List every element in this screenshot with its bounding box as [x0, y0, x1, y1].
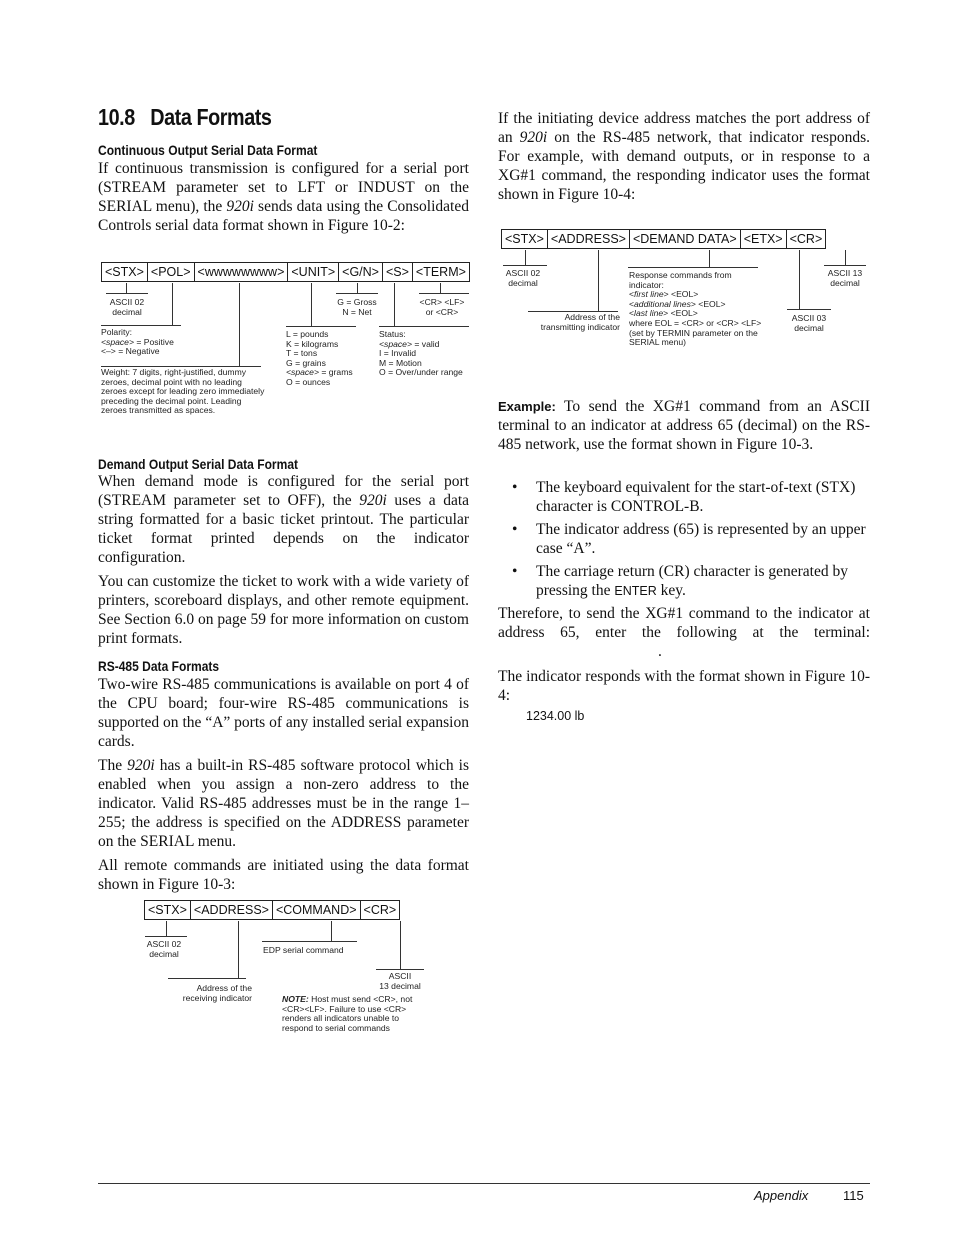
fig3-note	[282, 995, 427, 1033]
text: Response commands from indicator:	[629, 270, 732, 290]
fig2-stx-label: ASCII 02 decimal	[109, 297, 145, 317]
fig2-field-gn: <G/N>	[339, 263, 383, 281]
fig3-address-label: Address of the receiving indicator	[182, 983, 252, 1003]
footer-label: Appendix	[754, 1188, 809, 1203]
text: has a built-in RS-485 software protocol which is enabled when you assign a non-zero address to the indicator. Valid RS-485 addresses must be in the range 1–255; the address is specified on the ADDRESS parameter on the SERIAL menu.	[98, 757, 469, 850]
note-label: NOTE:	[282, 994, 309, 1004]
text: uses a data string formatted for a basic ticket printout. The particular ticket format printed depends on the indicator configuration.	[98, 492, 470, 566]
continuous-paragraph	[98, 159, 469, 235]
text: where EOL = <CR> or <CR> <LF> (set by TERMIN parameter on the SERIAL menu)	[629, 317, 762, 348]
page-number: 115	[843, 1188, 864, 1203]
demand-paragraph-1	[98, 472, 469, 567]
response-example: 1234.00 lb	[526, 709, 585, 723]
text: sends data using the Consolidated Controls serial data format shown in Figure 10-2:	[98, 198, 469, 234]
rs485-paragraph-2	[98, 756, 469, 851]
fig2-field-pol: <POL>	[148, 263, 195, 281]
fig2-unit-label: L = pounds K = kilograms T = tons G = grains <space> = grams O = ounces	[286, 329, 353, 387]
text: last line	[634, 308, 664, 319]
fig3-field-address: <ADDRESS>	[191, 901, 273, 919]
demand-heading: Demand Output Serial Data Format	[98, 456, 299, 472]
continuous-heading: Continuous Output Serial Data Format	[98, 142, 318, 158]
list-item: • The indicator address (65) is represented by an upper case “A”.	[498, 520, 870, 558]
fig2-format-box	[101, 262, 470, 282]
fig3-field-cr: <CR>	[363, 903, 397, 917]
fig3-field-command: <COMMAND>	[273, 901, 361, 919]
fig4-field-demand-data: <DEMAND DATA>	[630, 230, 741, 248]
fig4-response-label: Response commands from indicator: <first line> <EOL> <additional lines> <EOL> <last line> <EOL> where EOL = <CR> or <CR> <LF> (set by TERMIN parameter on the SERIAL menu)	[629, 270, 762, 348]
text: on the RS-485 network, that indicator responds. For example, with demand outputs, or in response to a XG#1 command, the responding indicator uses the format shown in Figure 10-4:	[498, 129, 870, 203]
fig4-field-cr: <CR>	[789, 232, 823, 246]
section-title	[98, 104, 272, 131]
demand-paragraph-2: You can customize the ticket to work with a wide variety of printers, scoreboard displays, and other remote equipment. See Section 6.0 on page 59 for more information on custom print formats.	[98, 573, 469, 647]
product-name: 920i	[226, 198, 254, 215]
rs485-heading: RS-485 Data Formats	[98, 658, 220, 674]
fig2-field-weight: <wwwwwwww>	[195, 263, 289, 281]
fig4-etx-label: ASCII 03 decimal	[791, 313, 827, 333]
fig2-field-s: <S>	[383, 263, 413, 281]
fig2-term-label: <CR> <LF> or <CR>	[419, 297, 465, 317]
note-text: Host must send <CR>, not <CR><LF>. Failure to use <CR> renders all indicators unable to respond to serial commands	[282, 994, 413, 1033]
text: .	[658, 643, 662, 660]
right-paragraph-1	[498, 109, 870, 204]
fig4-field-etx: <ETX>	[741, 230, 787, 248]
rs485-paragraph-1: Two-wire RS-485 communications is available on port 4 of the CPU board; four-wire RS-485 communications is supported on the “A” ports of any installed serial expansion cards.	[98, 676, 469, 750]
fig2-status-label: Status: <space> = valid I = Invalid M = Motion O = Over/under range	[379, 329, 463, 378]
text: first line	[634, 289, 664, 300]
text: When demand mode is configured for the serial port (STREAM parameter set to OFF), the	[98, 473, 469, 509]
fig3-stx-label: ASCII 02 decimal	[146, 939, 182, 959]
text: Therefore, to send the XG#1 command to the indicator at address 65, enter the following at the terminal:	[498, 605, 870, 641]
section-title-text: Data Formats	[150, 104, 272, 130]
rs485-paragraph-3: All remote commands are initiated using the data format shown in Figure 10-3:	[98, 857, 469, 893]
fig4-address-label: Address of the transmitting indicator	[540, 312, 620, 332]
example-paragraph	[498, 397, 870, 454]
product-name: 920i	[519, 129, 548, 146]
text: additional lines	[634, 298, 691, 309]
fig4-field-stx: <STX>	[502, 230, 548, 248]
right-paragraph-2	[498, 604, 870, 661]
text: To send the XG#1 command from an ASCII terminal to an indicator at address 65 (decimal) on the RS-485 network, use the format shown in Figure 10-3.	[498, 398, 870, 453]
list-item: • The keyboard equivalent for the start-of-text (STX) character is CONTROL-B.	[498, 478, 870, 516]
fig2-field-unit: <UNIT>	[288, 263, 339, 281]
fig2-field-stx: <STX>	[102, 263, 148, 281]
fig2-weight-label: Weight: 7 digits, right-justified, dummy zeroes, decimal point with no leading zeroes except for leading zero immediately preceding the decimal point. Leading zeroes transmitted as spaces.	[101, 367, 265, 416]
example-label: Example:	[498, 399, 556, 414]
fig4-cr-label: ASCII 13 decimal	[827, 268, 863, 288]
text: The carriage return (CR) character is generated by pressing the	[536, 563, 848, 599]
list-item	[498, 562, 870, 601]
text: If continuous transmission is configured for a serial port (STREAM parameter set to LFT or INDUST on the SERIAL menu), the	[98, 160, 469, 215]
fig4-format-box	[501, 229, 826, 249]
fig4-field-address: <ADDRESS>	[548, 230, 630, 248]
fig2-gn-label: G = Gross N = Net	[337, 297, 377, 317]
fig3-cr-label: ASCII 13 decimal	[379, 971, 421, 991]
text: The	[98, 757, 128, 774]
product-name: 920i	[127, 757, 155, 774]
example-bullets	[498, 478, 870, 605]
fig2-field-term: <TERM>	[415, 265, 466, 279]
fig3-field-stx: <STX>	[145, 901, 191, 919]
footer-rule	[98, 1183, 870, 1184]
fig4-stx-label: ASCII 02 decimal	[505, 268, 541, 288]
fig3-command-label: EDP serial command	[263, 945, 344, 955]
fig2-polarity-label: Polarity: <space> = Positive <–> = Negative	[101, 327, 174, 357]
text: key.	[656, 582, 686, 599]
fig3-format-box	[144, 900, 400, 920]
product-name: 920i	[359, 492, 387, 509]
right-paragraph-3: The indicator responds with the format shown in Figure 10-4:	[498, 668, 870, 704]
section-number: 10.8	[98, 104, 135, 130]
enter-key: ENTER	[614, 584, 657, 598]
text: If the initiating device address matches the port address of an	[498, 110, 870, 146]
